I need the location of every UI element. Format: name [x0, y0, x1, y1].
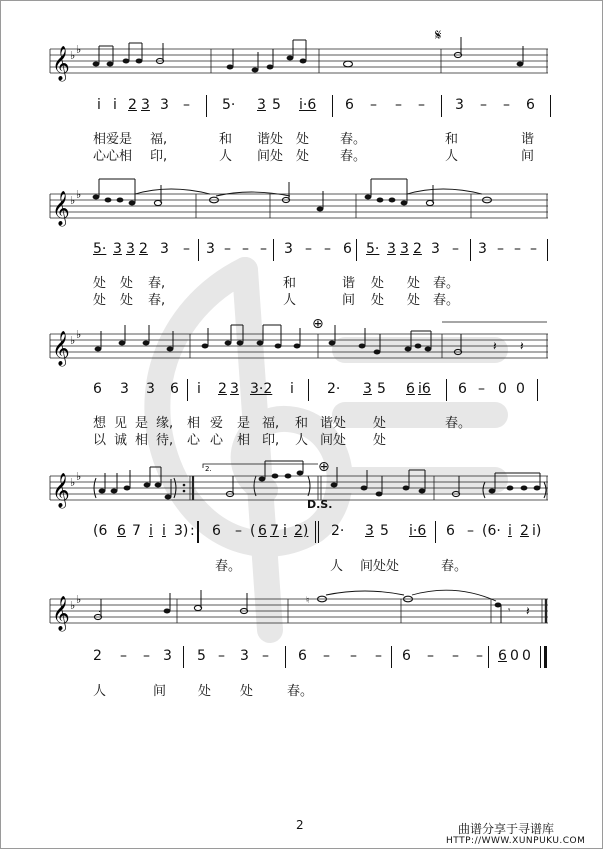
svg-text:𝄽: 𝄽 [493, 339, 497, 353]
lyrics-2-verse-1: 处 处 春, 和 谐 处 处 春。 [93, 276, 460, 291]
svg-text:𝄞: 𝄞 [52, 596, 70, 631]
lyrics-5: 人 间 处 处 春。 [93, 684, 314, 699]
page-number: 2 [296, 818, 304, 832]
svg-text:·: · [98, 607, 102, 618]
svg-text:♭: ♭ [70, 49, 76, 62]
svg-text:♭: ♭ [70, 194, 76, 207]
staff-system-2 [50, 188, 548, 226]
svg-text:♭: ♭ [76, 43, 82, 56]
lyrics-3-verse-1: 想 见 是 缘, 相 爱 是 福, 和 谐处 处 春。 [93, 416, 472, 431]
svg-text:𝄽: 𝄽 [520, 339, 524, 353]
svg-text:𝄞: 𝄞 [52, 46, 70, 81]
jianpu-line-4: (6 6 7 i i 3) : 6 – ( 6 7 i 2) 2· 3 5 i·6 6 – (6· i 2 i) [0, 523, 603, 543]
staff-system-1 [50, 43, 548, 81]
lyrics-4: 春。 人 间处处 春。 [215, 559, 468, 574]
svg-text:♭: ♭ [76, 470, 82, 483]
svg-text:♭: ♭ [70, 599, 76, 612]
coda-mark-1: ⊕ [312, 316, 324, 332]
svg-text:♭: ♭ [76, 328, 82, 341]
svg-text:𝄞: 𝄞 [52, 191, 70, 226]
footer-site-url[interactable]: HTTP://WWW.XUNPUKU.COM [446, 836, 586, 846]
svg-text:𝄞: 𝄞 [52, 473, 70, 508]
svg-text:𝄞: 𝄞 [52, 331, 70, 366]
jianpu-line-2: 5· 3 3 2 3 – 3 – – – 3 – – 6 5· 3 3 2 3 – 3 – – – [0, 241, 603, 261]
svg-text:♭: ♭ [76, 188, 82, 201]
lyrics-1-verse-2: 心心相 印, 人 间处 处 春。 人 间 [93, 149, 535, 164]
segno-mark: 𝄋 [435, 26, 442, 44]
lyrics-3-verse-2: 以 诚 相 待, 心 心 相 印, 人 间处 处 [93, 433, 387, 448]
jianpu-line-3: 6 3 3 6 i 2 3 3·2 i 2· 3 5 6 i6 6 – 0 0 [0, 381, 603, 401]
staff-system-5 [50, 593, 548, 631]
svg-text:2.: 2. [205, 465, 212, 473]
jianpu-line-1: i i 2 3 3 – 5· 3 5 i·6 6 – – – 3 – – 6 [0, 97, 603, 117]
svg-text:♮: ♮ [306, 596, 310, 606]
svg-text:♭: ♭ [70, 334, 76, 347]
svg-text:♭: ♭ [70, 476, 76, 489]
svg-text:♭: ♭ [76, 593, 82, 606]
jianpu-line-5: 2 – – 3 5 – 3 – 6 – – – 6 – – – 6 0 0 [0, 648, 603, 668]
footer-site-title: 曲谱分享于寻谱库 [458, 822, 555, 836]
lyrics-2-verse-2: 处 处 春, 人 间 处 处 春。 [93, 293, 460, 308]
svg-text:𝄽: 𝄽 [526, 604, 530, 618]
staff-system-3 [50, 328, 548, 366]
lyrics-1-verse-1: 相爱是 福, 和 谐处 处 春。 和 谐 [93, 132, 535, 147]
svg-text:𝄾: 𝄾 [508, 606, 511, 616]
coda-mark-2: ⊕ [318, 459, 330, 475]
ds-mark: D.S. [307, 498, 333, 511]
